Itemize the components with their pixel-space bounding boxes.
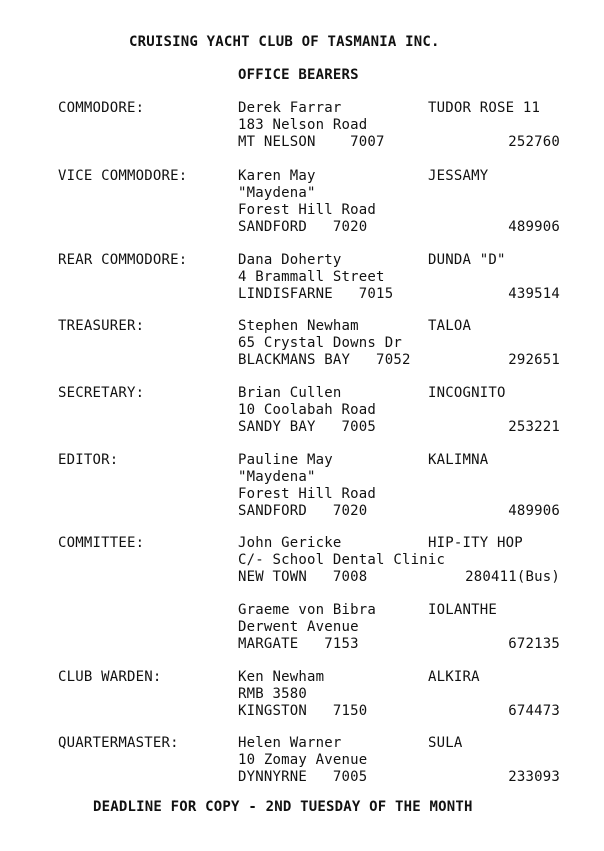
phone-number: 674473 <box>508 703 560 719</box>
member-name: Helen Warner <box>238 735 342 751</box>
page-subtitle: OFFICE BEARERS <box>238 67 359 83</box>
member-name: Derek Farrar <box>238 100 342 116</box>
yacht-name: TALOA <box>428 318 472 334</box>
role-label: TREASURER: <box>58 318 145 334</box>
deadline-note: DEADLINE FOR COPY - 2ND TUESDAY OF THE MONTH <box>93 799 473 815</box>
phone-number: 439514 <box>508 286 560 302</box>
suburb-postcode: SANDY BAY 7005 <box>238 419 377 435</box>
yacht-name: HIP-ITY HOP <box>428 535 523 551</box>
phone-number: 252760 <box>508 134 560 150</box>
suburb-postcode: KINGSTON 7150 <box>238 703 368 719</box>
role-label: REAR COMMODORE: <box>58 252 188 268</box>
role-label: COMMODORE: <box>58 100 145 116</box>
yacht-name: SULA <box>428 735 463 751</box>
club-title: CRUISING YACHT CLUB OF TASMANIA INC. <box>129 34 440 50</box>
phone-number: 489906 <box>508 219 560 235</box>
phone-number: 233093 <box>508 769 560 785</box>
address-line: 10 Coolabah Road <box>238 402 377 418</box>
member-name: Stephen Newham <box>238 318 359 334</box>
phone-number: 253221 <box>508 419 560 435</box>
phone-number: 489906 <box>508 503 560 519</box>
address-line: RMB 3580 <box>238 686 308 702</box>
member-name: Pauline May <box>238 452 333 468</box>
member-name: Dana Doherty <box>238 252 342 268</box>
address-line: C/- School Dental Clinic <box>238 552 446 568</box>
yacht-name: JESSAMY <box>428 168 489 184</box>
yacht-name: INCOGNITO <box>428 385 506 401</box>
suburb-postcode: MT NELSON 7007 <box>238 134 385 150</box>
role-label: COMMITTEE: <box>58 535 145 551</box>
address-line: 4 Brammall Street <box>238 269 385 285</box>
address-line: "Maydena" <box>238 185 316 201</box>
phone-number: 292651 <box>508 352 560 368</box>
suburb-postcode: MARGATE 7153 <box>238 636 359 652</box>
member-name: John Gericke <box>238 535 342 551</box>
phone-number: 280411(Bus) <box>465 569 560 585</box>
suburb-postcode: SANDFORD 7020 <box>238 219 368 235</box>
suburb-postcode: NEW TOWN 7008 <box>238 569 368 585</box>
member-name: Graeme von Bibra <box>238 602 377 618</box>
yacht-name: TUDOR ROSE 11 <box>428 100 541 116</box>
address-line: 10 Zomay Avenue <box>238 752 368 768</box>
address-line: 65 Crystal Downs Dr <box>238 335 402 351</box>
suburb-postcode: SANDFORD 7020 <box>238 503 368 519</box>
role-label: SECRETARY: <box>58 385 145 401</box>
address-line: Derwent Avenue <box>238 619 359 635</box>
address-line: "Maydena" <box>238 469 316 485</box>
phone-number: 672135 <box>508 636 560 652</box>
yacht-name: KALIMNA <box>428 452 489 468</box>
address-line: Forest Hill Road <box>238 202 377 218</box>
address-line: Forest Hill Road <box>238 486 377 502</box>
address-line: 183 Nelson Road <box>238 117 368 133</box>
member-name: Brian Cullen <box>238 385 342 401</box>
yacht-name: IOLANTHE <box>428 602 498 618</box>
member-name: Karen May <box>238 168 316 184</box>
role-label: VICE COMMODORE: <box>58 168 188 184</box>
member-name: Ken Newham <box>238 669 325 685</box>
role-label: QUARTERMASTER: <box>58 735 179 751</box>
yacht-name: DUNDA "D" <box>428 252 506 268</box>
role-label: EDITOR: <box>58 452 119 468</box>
yacht-name: ALKIRA <box>428 669 480 685</box>
suburb-postcode: LINDISFARNE 7015 <box>238 286 394 302</box>
suburb-postcode: DYNNYRNE 7005 <box>238 769 368 785</box>
role-label: CLUB WARDEN: <box>58 669 162 685</box>
suburb-postcode: BLACKMANS BAY 7052 <box>238 352 411 368</box>
